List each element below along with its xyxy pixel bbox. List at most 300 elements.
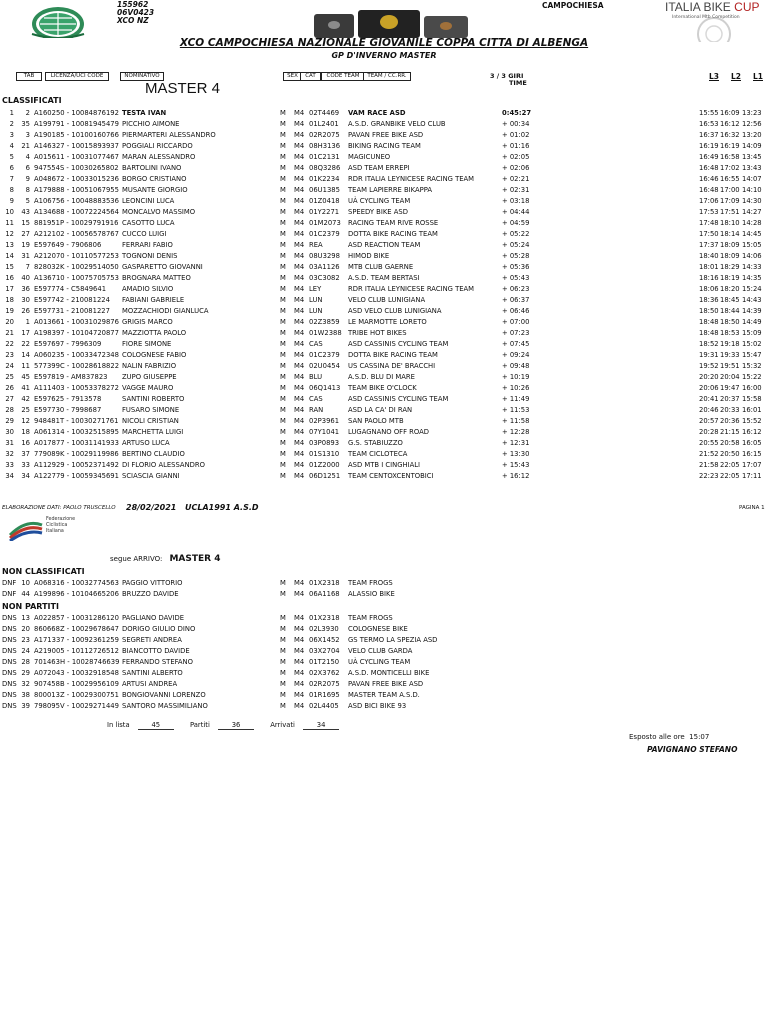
cup-logo-tagline: International Mtb Competition	[672, 15, 740, 20]
athlete-name: PAGGIO VITTORIO	[122, 579, 183, 587]
sex: M	[280, 230, 286, 238]
team-code: 03X2704	[309, 647, 340, 655]
result-row	[0, 284, 768, 295]
team-name: A.S.D. BLU DI MARE	[348, 373, 415, 381]
section-title-non-classified: NON CLASSIFICATI	[2, 567, 85, 576]
category: M4	[294, 351, 305, 359]
result-row	[0, 130, 768, 141]
license: 798095V - 10029271449	[34, 702, 119, 710]
gap-time: + 02:31	[502, 186, 530, 194]
organizer-globe-logo	[28, 0, 88, 38]
lap-2-time: 18:53	[720, 329, 740, 337]
category: M4	[294, 625, 305, 633]
team-code: 01C2379	[309, 351, 340, 359]
team-code: 06U1385	[309, 186, 340, 194]
license: A106756 - 10048883536	[34, 197, 119, 205]
lap-2-time: 20:58	[720, 439, 740, 447]
gap-time: + 07:45	[502, 340, 530, 348]
team-code: 03C3082	[309, 274, 340, 282]
sex: M	[280, 131, 286, 139]
summary-counts	[107, 721, 339, 730]
team-code: 01Y2271	[309, 208, 340, 216]
organizer-name: UCLA1991 A.S.D	[185, 503, 259, 512]
license: 907458B - 10029956109	[34, 680, 119, 688]
sex: M	[280, 307, 286, 315]
lap-2-time: 17:00	[720, 186, 740, 194]
athlete-name: ARTUSO LUCA	[122, 439, 170, 447]
license: A134688 - 10072224564	[34, 208, 119, 216]
lap-3-time: 18:50	[699, 307, 719, 315]
license: A013661 - 10031029876	[34, 318, 119, 326]
sex: M	[280, 120, 286, 128]
lap-2-time: 20:37	[720, 395, 740, 403]
lap-3-time: 19:52	[699, 362, 719, 370]
bib: 27	[21, 230, 30, 238]
license: A146327 - 10015893937	[34, 142, 119, 150]
team-code: REA	[309, 241, 323, 249]
team-name: TEAM BIKE O'CLOCK	[348, 384, 417, 392]
result-row	[0, 317, 768, 328]
dns-row	[0, 668, 768, 679]
athlete-name: DI FLORIO ALESSANDRO	[122, 461, 205, 469]
bib: 21	[21, 142, 30, 150]
team-name: ASD TEAM ERREPI	[348, 164, 410, 172]
fci-logo-line: Ciclistica	[46, 523, 68, 528]
sex: M	[280, 285, 286, 293]
gap-time: + 07:00	[502, 318, 530, 326]
bib: 4	[25, 153, 30, 161]
lap-header-l3: L3	[709, 72, 719, 81]
rank: 33	[5, 461, 14, 469]
result-row	[0, 383, 768, 394]
lap-3-time: 17:37	[699, 241, 719, 249]
sex: M	[280, 590, 286, 598]
license: A171337 - 10092361259	[34, 636, 119, 644]
gap-time: + 04:44	[502, 208, 530, 216]
team-code: 01T2150	[309, 658, 340, 666]
gap-time: + 02:06	[502, 164, 530, 172]
lap-1-time: 16:00	[742, 384, 762, 392]
sex: M	[280, 340, 286, 348]
athlete-name: FABIANI GABRIELE	[122, 296, 185, 304]
continuation-category: MASTER 4	[169, 554, 221, 564]
gap-time: + 00:34	[502, 120, 530, 128]
rank: 19	[5, 307, 14, 315]
athlete-name: MOZZACHIODI GIANLUCA	[122, 307, 209, 315]
lap-header-l2: L2	[731, 72, 741, 81]
team-code: CAS	[309, 340, 323, 348]
team-name: A.S.D. MONTICELLI BIKE	[348, 669, 430, 677]
sex: M	[280, 186, 286, 194]
team-name: MASTER TEAM A.S.D.	[348, 691, 420, 699]
gap-time: + 09:48	[502, 362, 530, 370]
bib: 37	[21, 450, 30, 458]
category: M4	[294, 340, 305, 348]
team-code: 02L3930	[309, 625, 339, 633]
team-code: 01R1695	[309, 691, 340, 699]
sex: M	[280, 395, 286, 403]
category: M4	[294, 658, 305, 666]
bib: 18	[21, 428, 30, 436]
result-row	[0, 361, 768, 372]
team-name: BIKING RACING TEAM	[348, 142, 421, 150]
rank: 13	[5, 241, 14, 249]
license: 948481T - 10030271761	[34, 417, 119, 425]
athlete-name: SEGRETI ANDREA	[122, 636, 182, 644]
rank: 14	[5, 252, 14, 260]
column-label-category: CAT	[300, 72, 321, 81]
lap-1-time: 15:09	[742, 329, 762, 337]
dns-row	[0, 624, 768, 635]
bib: 45	[21, 373, 30, 381]
result-row	[0, 460, 768, 471]
rank: 12	[5, 230, 14, 238]
lap-1-time: 16:12	[742, 428, 762, 436]
license: A072043 - 10032918548	[34, 669, 119, 677]
sex: M	[280, 164, 286, 172]
rank: 27	[5, 395, 14, 403]
bib: 1	[25, 318, 30, 326]
sex: M	[280, 362, 286, 370]
lap-2-time: 18:09	[720, 241, 740, 249]
license: A022857 - 10031286120	[34, 614, 119, 622]
athlete-name: BARTOLINI IVANO	[122, 164, 182, 172]
sex: M	[280, 439, 286, 447]
team-name: G.S. STABIUZZO	[348, 439, 403, 447]
in-list-label: In lista	[107, 721, 130, 729]
sex: M	[280, 472, 286, 480]
athlete-name: POGGIALI RICCARDO	[122, 142, 193, 150]
lap-1-time: 15:58	[742, 395, 762, 403]
result-row	[0, 438, 768, 449]
team-code: BLU	[309, 373, 323, 381]
team-name: DOTTA BIKE RACING TEAM	[348, 230, 438, 238]
license: A112929 - 10052371492	[34, 461, 119, 469]
team-name: COLOGNESE BIKE	[348, 625, 408, 633]
rank: 11	[5, 219, 14, 227]
license: A160250 - 10084876192	[34, 109, 119, 117]
gap-time: + 05:36	[502, 263, 530, 271]
status: DNS	[2, 614, 17, 622]
bib: 25	[21, 406, 30, 414]
team-name: UÀ CYCLING TEAM	[348, 197, 411, 205]
category: M4	[294, 241, 305, 249]
license: A060235 - 10033472348	[34, 351, 119, 359]
team-code: 02R2075	[309, 131, 340, 139]
bib: 14	[21, 351, 30, 359]
result-row	[0, 218, 768, 229]
bib: 19	[21, 241, 30, 249]
lap-1-time: 14:09	[742, 142, 762, 150]
rank: 10	[5, 208, 14, 216]
team-code: 01K2234	[309, 175, 340, 183]
category: M4	[294, 142, 305, 150]
bib: 38	[21, 691, 30, 699]
sex: M	[280, 351, 286, 359]
sex: M	[280, 636, 286, 644]
result-row	[0, 394, 768, 405]
athlete-name: MARAN ALESSANDRO	[122, 153, 196, 161]
sex: M	[280, 329, 286, 337]
result-row	[0, 240, 768, 251]
category: M4	[294, 439, 305, 447]
bib: 10	[21, 579, 30, 587]
gap-time: + 09:24	[502, 351, 530, 359]
result-row	[0, 350, 768, 361]
gap-time: + 06:37	[502, 296, 530, 304]
lap-1-time: 14:27	[742, 208, 762, 216]
sex: M	[280, 702, 286, 710]
athlete-name: FUSARO SIMONE	[122, 406, 180, 414]
rank: 5	[9, 153, 14, 161]
license: A017877 - 10031141933	[34, 439, 119, 447]
team-name: US CASSINA DE' BRACCHI	[348, 362, 436, 370]
sex: M	[280, 373, 286, 381]
team-code: 02X3762	[309, 669, 340, 677]
rank: 23	[5, 351, 14, 359]
athlete-name: CASOTTO LUCA	[122, 219, 175, 227]
sex: M	[280, 625, 286, 633]
rank: 8	[9, 186, 14, 194]
team-code: 02T4469	[309, 109, 340, 117]
lap-3-time: 18:01	[699, 263, 719, 271]
dns-row	[0, 635, 768, 646]
athlete-name: TESTA IVAN	[122, 109, 167, 117]
lap-1-time: 15:22	[742, 373, 762, 381]
gap-time: + 06:23	[502, 285, 530, 293]
in-list-count: 45	[138, 721, 174, 730]
category: M4	[294, 384, 305, 392]
sex: M	[280, 461, 286, 469]
team-code: 02P3961	[309, 417, 340, 425]
team-name: PAVAN FREE BIKE ASD	[348, 131, 424, 139]
lap-1-time: 15:47	[742, 351, 762, 359]
athlete-name: GRIGIS MARCO	[122, 318, 173, 326]
lap-3-time: 20:55	[699, 439, 719, 447]
team-name: RDR ITALIA LEYNICESE RACING TEAM	[348, 175, 475, 183]
race-subtitle: GP D'INVERNO MASTER	[331, 51, 437, 60]
team-code: LUN	[309, 296, 323, 304]
page-number: PAGINA 1	[739, 505, 765, 511]
athlete-name: AMADIO SILVIO	[122, 285, 174, 293]
license: A136710 - 10075705753	[34, 274, 119, 282]
status: DNS	[2, 691, 17, 699]
license: 860668Z - 10029678647	[34, 625, 119, 633]
category: M4	[294, 450, 305, 458]
section-title-non-started: NON PARTITI	[2, 602, 59, 611]
lap-2-time: 18:44	[720, 307, 740, 315]
section-title-classified: CLASSIFICATI	[2, 96, 62, 105]
sex: M	[280, 219, 286, 227]
result-row	[0, 163, 768, 174]
bib: 7	[25, 263, 30, 271]
rank: 4	[9, 142, 14, 150]
gap-time: + 05:22	[502, 230, 530, 238]
license: 800013Z - 10029300751	[34, 691, 119, 699]
athlete-name: MAZZIOTTA PAOLO	[122, 329, 187, 337]
status: DNS	[2, 636, 17, 644]
bib: 42	[21, 395, 30, 403]
lap-3-time: 16:49	[699, 153, 719, 161]
team-code: 06X1452	[309, 636, 340, 644]
lap-1-time: 15:05	[742, 241, 762, 249]
category: M4	[294, 120, 305, 128]
status: DNF	[2, 590, 17, 598]
lap-1-time: 14:28	[742, 219, 762, 227]
lap-2-time: 16:19	[720, 142, 740, 150]
bib: 35	[21, 120, 30, 128]
athlete-name: COLOGNESE FABIO	[122, 351, 187, 359]
lap-3-time: 18:06	[699, 285, 719, 293]
license: A212070 - 10110577253	[34, 252, 119, 260]
license: A219005 - 10112726512	[34, 647, 119, 655]
category: M4	[294, 208, 305, 216]
sex: M	[280, 450, 286, 458]
category: M4	[294, 131, 305, 139]
lap-2-time: 18:50	[720, 318, 740, 326]
posted-time: Esposto alle ore 15:07	[629, 733, 710, 741]
athlete-name: SANTORO MASSIMILIANO	[122, 702, 208, 710]
status: DNS	[2, 680, 17, 688]
gap-time: + 04:59	[502, 219, 530, 227]
license: 947554S - 10030265802	[34, 164, 119, 172]
athlete-name: BROGNARA MATTEO	[122, 274, 191, 282]
team-code: CAS	[309, 395, 323, 403]
location-label: CAMPOCHIESA	[542, 1, 604, 10]
lap-3-time: 18:52	[699, 340, 719, 348]
result-row	[0, 427, 768, 438]
category: M4	[294, 417, 305, 425]
bib: 3	[25, 131, 30, 139]
license: E597697 - 7996309	[34, 340, 102, 348]
bib: 6	[25, 164, 30, 172]
gap-time: + 15:43	[502, 461, 530, 469]
category: M4	[294, 329, 305, 337]
sex: M	[280, 647, 286, 655]
category: M4	[294, 263, 305, 271]
lap-2-time: 16:58	[720, 153, 740, 161]
gap-time: + 11:58	[502, 417, 530, 425]
rank: 30	[5, 428, 14, 436]
team-name: HIMOD BIKE	[348, 252, 390, 260]
team-code: 02Z3859	[309, 318, 340, 326]
cup-logo-brand: ITALIA BIKE	[665, 0, 731, 14]
rank: 21	[5, 329, 14, 337]
lap-3-time: 20:06	[699, 384, 719, 392]
lap-1-time: 14:07	[742, 175, 762, 183]
sex: M	[280, 208, 286, 216]
lap-1-time: 14:39	[742, 307, 762, 315]
started-count: 36	[218, 721, 254, 730]
lap-2-time: 16:32	[720, 131, 740, 139]
rank: 31	[5, 439, 14, 447]
lap-3-time: 18:48	[699, 318, 719, 326]
lap-3-time: 16:48	[699, 186, 719, 194]
continuation-prefix: segue ARRIVO:	[110, 555, 163, 563]
lap-3-time: 21:58	[699, 461, 719, 469]
sex: M	[280, 197, 286, 205]
lap-1-time: 16:05	[742, 439, 762, 447]
bib: 43	[21, 208, 30, 216]
bib: 34	[21, 472, 30, 480]
bib: 9	[25, 175, 30, 183]
cup-logo-accent: CUP	[734, 0, 760, 14]
team-name: PAVAN FREE BIKE ASD	[348, 680, 424, 688]
athlete-name: PIERMARTERI ALESSANDRO	[122, 131, 216, 139]
lap-2-time: 18:45	[720, 296, 740, 304]
rank: 15	[5, 263, 14, 271]
rank: 17	[5, 285, 14, 293]
athlete-name: PAGLIANO DAVIDE	[122, 614, 185, 622]
license: A179888 - 10051067955	[34, 186, 119, 194]
rank: 24	[5, 362, 14, 370]
lap-3-time: 20:28	[699, 428, 719, 436]
rank: 22	[5, 340, 14, 348]
team-name: ASD MTB I CINGHIALI	[348, 461, 421, 469]
category: M4	[294, 285, 305, 293]
lap-3-time: 20:41	[699, 395, 719, 403]
lap-3-time: 16:46	[699, 175, 719, 183]
race-date: 28/02/2021	[126, 503, 177, 512]
time-label: TIME	[509, 79, 527, 87]
license: E597625 - 7913578	[34, 395, 102, 403]
italia-bike-cup-logo	[662, 0, 766, 42]
lap-1-time: 14:43	[742, 296, 762, 304]
lap-1-time: 13:20	[742, 131, 762, 139]
team-name: SAN PAOLO MTB	[348, 417, 404, 425]
lap-3-time: 17:48	[699, 219, 719, 227]
athlete-name: BIANCOTTO DAVIDE	[122, 647, 190, 655]
dnf-row	[0, 578, 768, 589]
athlete-name: ARTUSI ANDREA	[122, 680, 178, 688]
column-label-sex: SEX	[283, 72, 302, 81]
team-name: TEAM CICLOTECA	[348, 450, 408, 458]
category: M4	[294, 252, 305, 260]
sex: M	[280, 175, 286, 183]
rank: 20	[5, 318, 14, 326]
gap-time: + 06:46	[502, 307, 530, 315]
team-name: MAGICUNEO	[348, 153, 391, 161]
lap-2-time: 17:09	[720, 197, 740, 205]
lap-2-time: 16:12	[720, 120, 740, 128]
result-row	[0, 328, 768, 339]
athlete-name: CUCCO LUIGI	[122, 230, 167, 238]
lap-3-time: 19:31	[699, 351, 719, 359]
bib: 5	[25, 197, 30, 205]
result-row	[0, 174, 768, 185]
category: M4	[294, 691, 305, 699]
laps-label: 3 / 3 GIRI	[490, 72, 524, 80]
team-name: RDR ITALIA LEYNICESE RACING TEAM	[348, 285, 475, 293]
team-code: 02U0454	[309, 362, 340, 370]
athlete-name: LEONCINI LUCA	[122, 197, 175, 205]
team-name: TEAM LAPIERRE BIKAPPA	[348, 186, 433, 194]
lap-3-time: 15:55	[699, 109, 719, 117]
event-code: 155962	[117, 0, 149, 9]
rank: 7	[9, 175, 14, 183]
category: M4	[294, 186, 305, 194]
category: M4	[294, 362, 305, 370]
license: E597731 - 210081227	[34, 307, 110, 315]
sex: M	[280, 252, 286, 260]
bib: 29	[21, 669, 30, 677]
lap-2-time: 18:14	[720, 230, 740, 238]
sex: M	[280, 241, 286, 249]
lap-2-time: 18:09	[720, 252, 740, 260]
athlete-name: FIORE SIMONE	[122, 340, 172, 348]
gap-time: + 10:26	[502, 384, 530, 392]
rank: 32	[5, 450, 14, 458]
